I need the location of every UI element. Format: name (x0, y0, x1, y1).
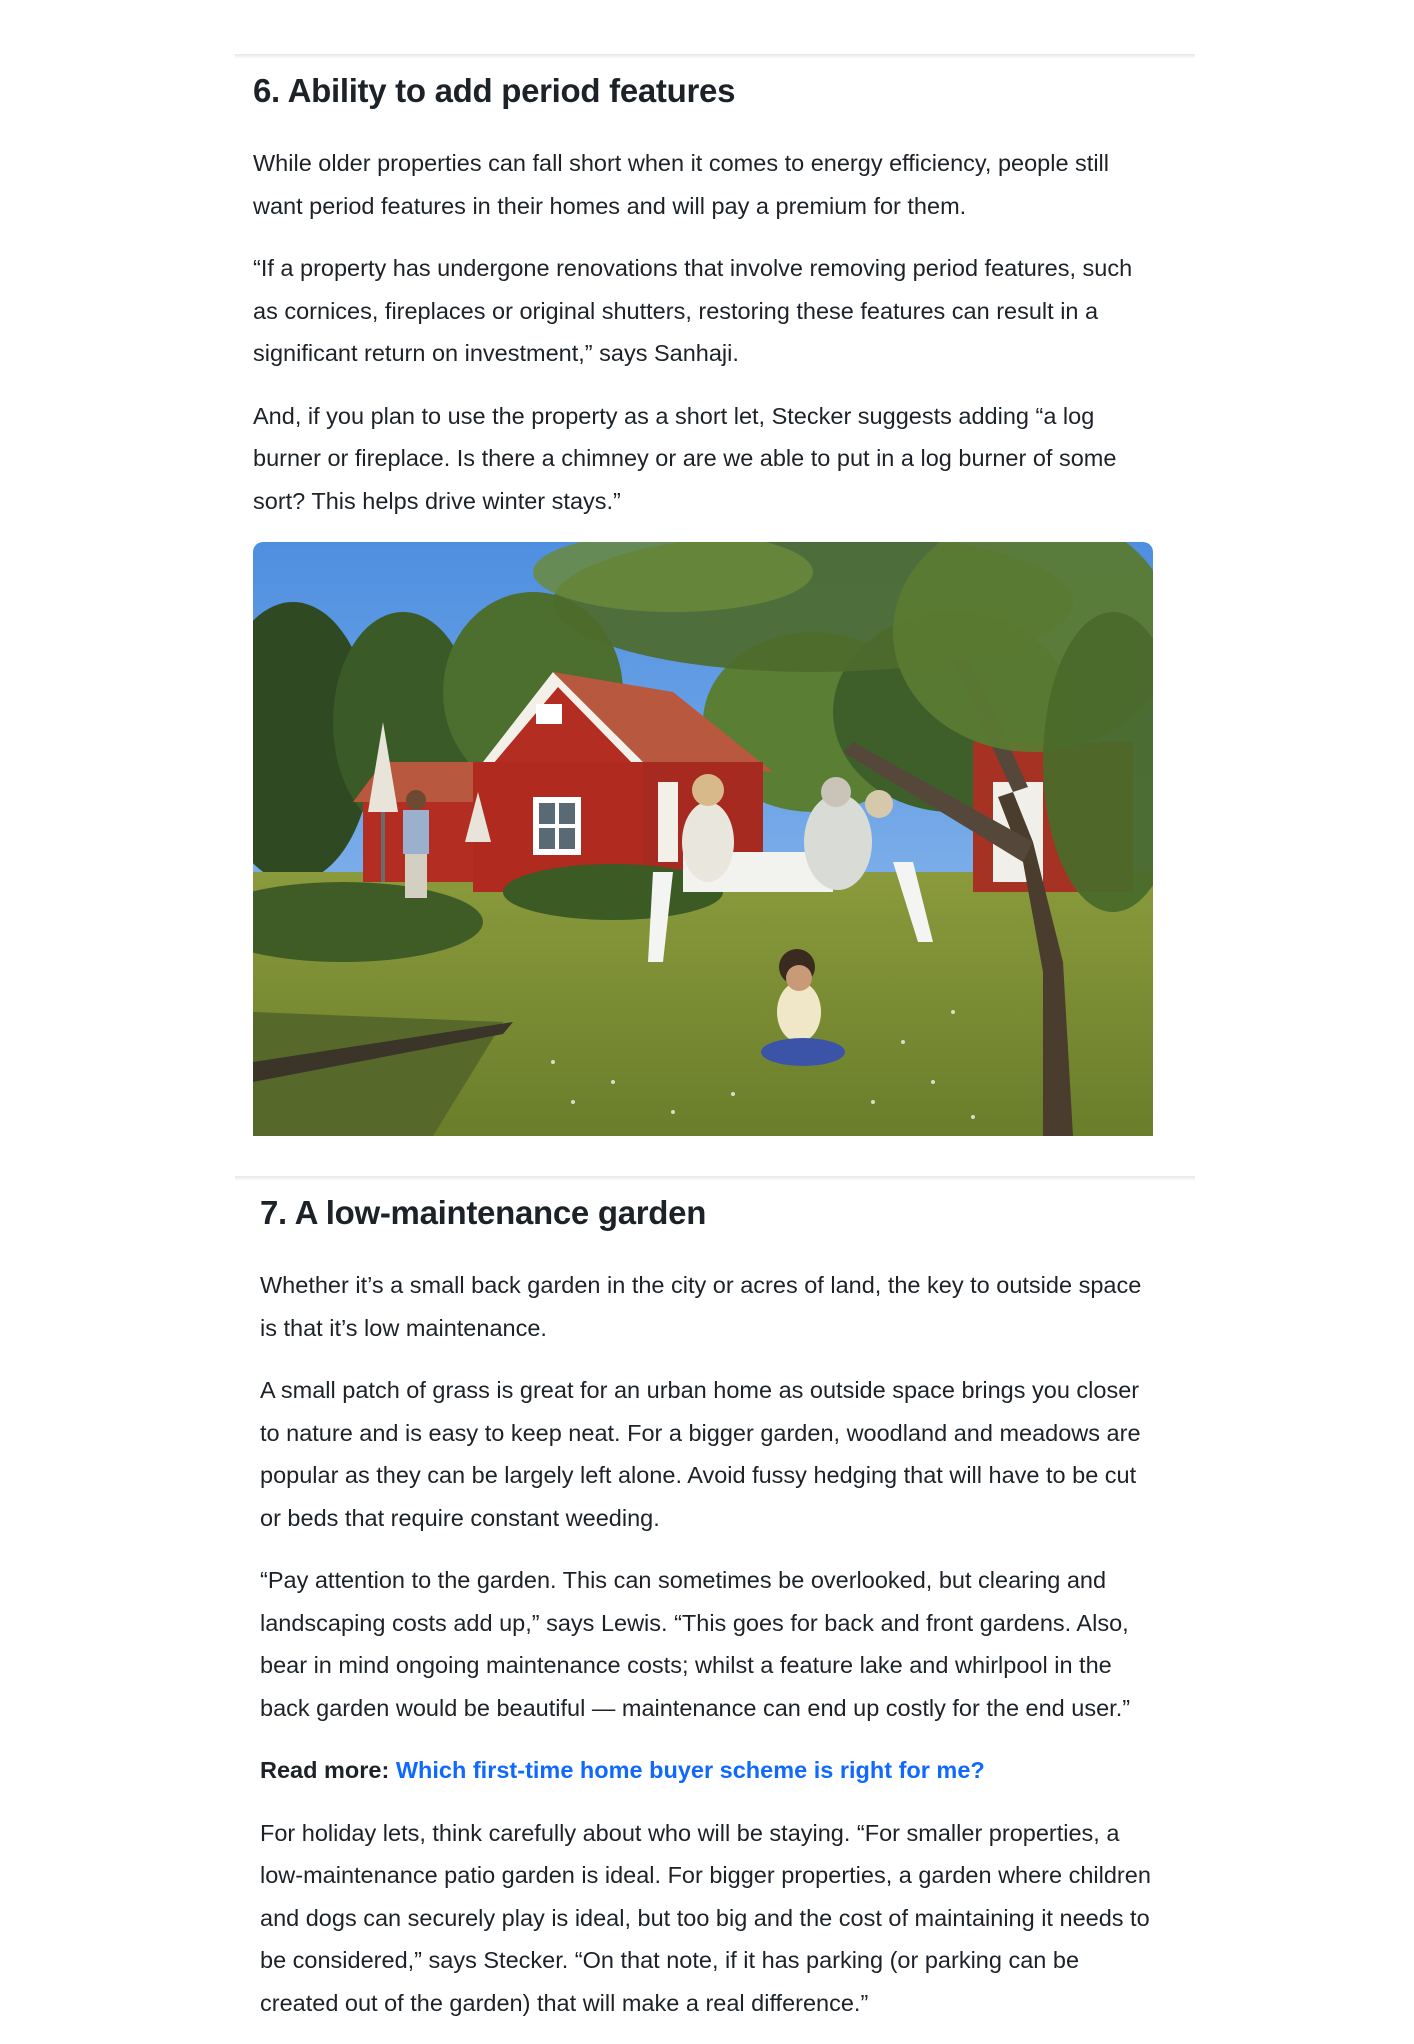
paragraph: While older properties can fall short when it comes to energy efficiency, people still want period features in their homes and will pay a premium for them. (253, 150, 1109, 219)
garden-photo (253, 542, 1153, 1136)
paragraph: For holiday lets, think carefully about who will be staying. “For smaller properties, a low-maintenance patio garden is ideal. For bigger properties, a garden where children and dogs can securely play is ideal, but too big and the cost of maintaining it needs to be considered,” says Stecker. “On that note, if it has parking (or parking can be created out of the garden) that will make a real difference.” (260, 1819, 1151, 2016)
read-more (260, 1749, 1155, 1792)
article-card-section-7 (235, 1176, 1195, 2016)
paragraph: A small patch of grass is great for an urban home as outside space brings you closer to nature and is easy to keep neat. For a bigger garden, woodland and meadows are popular as they can be largely left alone. Avoid fussy hedging that will have to be cut or beds that require constant weeding. (260, 1377, 1141, 1531)
paragraph: “Pay attention to the garden. This can sometimes be overlooked, but clearing and landscaping costs add up,” says Lewis. “This goes for back and front gardens. Also, bear in mind ongoing maintenance costs; whilst a feature lake and whirlpool in the back garden would be beautiful — maintenance can end up costly for the end user.” (260, 1567, 1131, 1721)
paragraph: And, if you plan to use the property as a short let, Stecker suggests adding “a log burner or fireplace. Is there a chimney or are we able to put in a log burner of some sort? This helps drive winter stays.” (253, 402, 1117, 514)
section-heading: 6. Ability to add period features (253, 72, 736, 109)
paragraph: “If a property has undergone renovations that involve removing period features, such as cornices, fireplaces or original shutters, restoring these features can result in a significant return on investment,” says Sanhaji. (253, 255, 1133, 366)
photo-garden-red-house-icon (253, 542, 1153, 1136)
article-card-section-6 (235, 54, 1195, 1136)
section-heading: 7. A low-maintenance garden (260, 1194, 707, 1231)
read-more-link[interactable]: Which first-time home buyer scheme is right for me? (395, 1757, 985, 1783)
paragraph: Whether it’s a small back garden in the city or acres of land, the key to outside space is that it’s low maintenance. (260, 1272, 1142, 1341)
read-more-label: Read more: (260, 1757, 390, 1783)
